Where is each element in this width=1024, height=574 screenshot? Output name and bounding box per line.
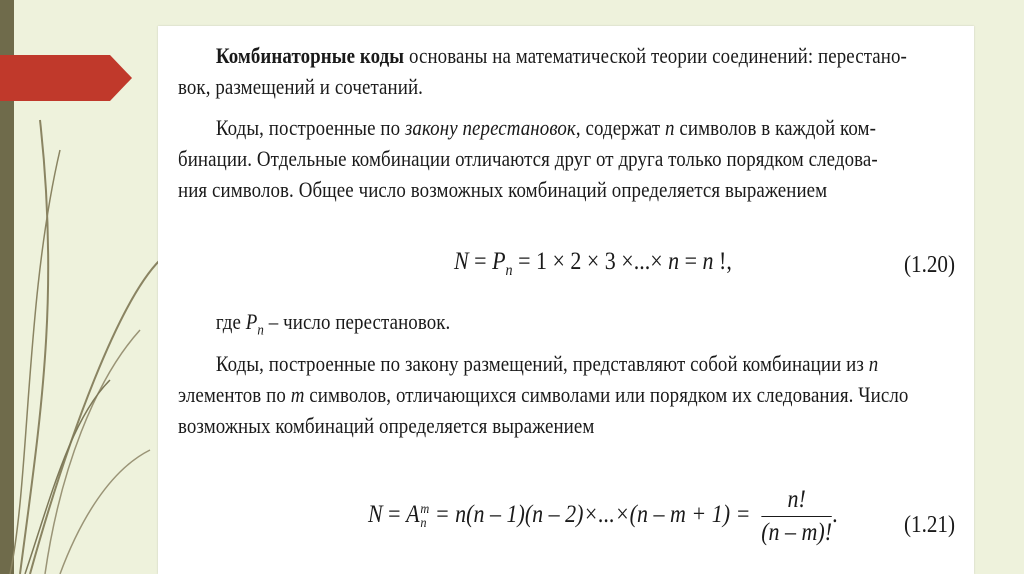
f2-fraction [761,486,832,547]
f2-sub-n: n [420,515,427,531]
f1-N: N [454,248,469,275]
para3-line2-b: символов, отличающихся символами или порядком их следования. Число [304,382,909,407]
para1-line1: основаны на математической теории соединений: перестано- [404,43,907,68]
paragraph-where [178,306,857,346]
f2-eq: = [382,501,407,529]
term-combinatorial-codes: Комбинаторные коды [215,43,405,68]
red-arrow-pointer-icon [0,55,132,101]
term-permutation-law: закону перестановок [404,115,576,140]
f2-N: N [368,501,383,529]
f2-numerator: n! [761,486,832,517]
para3-line1-a: Коды, построенные по закону размещений, представляют собой комбинации из [215,351,869,376]
f2-tail: . [832,501,838,529]
formula-permutations [454,248,732,280]
f2-sup-m: m [420,501,430,517]
para2-line2: бинации. Отдельные комбинации отличаются друг от друга только порядком следова- [178,146,878,171]
para3-var-m: m [290,382,305,407]
where-prefix: где [215,309,246,334]
f1-tail: !, [713,248,732,275]
f1-eq: = [468,248,493,275]
para3-line2-a: элементов по [178,382,291,407]
where-P: P [245,309,258,334]
f1-sub-n: n [505,262,513,279]
para2-line1-c: символов в каждой ком- [674,115,876,140]
equation-number-1-21: (1.21) [904,512,956,538]
where-sub-n: n [257,322,264,339]
para1-line2: вок, размещений и сочетаний. [178,74,423,99]
f1-expr: = 1 × 2 × 3 ×...× [512,248,669,275]
para2-line3: ния символов. Общее число возможных комбинаций определяется выражением [178,177,828,202]
where-rest: – число перестановок. [263,309,451,334]
f2-denominator: (n – m)! [761,519,833,546]
para2-line1-b: , содержат [575,115,666,140]
f2-A: A [406,501,420,529]
f1-n2: n [702,248,714,275]
equation-number-1-20: (1.20) [904,252,956,278]
paragraph-arrangement-codes [178,348,909,441]
f1-n1: n [668,248,680,275]
formula-arrangements [368,486,838,547]
para3-line3: возможных комбинаций определяется выражением [178,413,595,438]
f2-expr: = n(n – 1)(n – 2)×...×(n – m + 1) = [429,501,756,529]
f1-P: P [492,248,506,275]
paragraph-permutation-codes [178,112,878,205]
para2-line1-a: Коды, построенные по [215,115,405,140]
slide-content-area [158,26,974,574]
var-n: n [665,115,675,140]
f1-eq2: = [679,248,703,275]
paragraph-combinatorial-codes [178,40,907,102]
para3-var-n: n [868,351,879,376]
f2-indices [420,503,429,531]
